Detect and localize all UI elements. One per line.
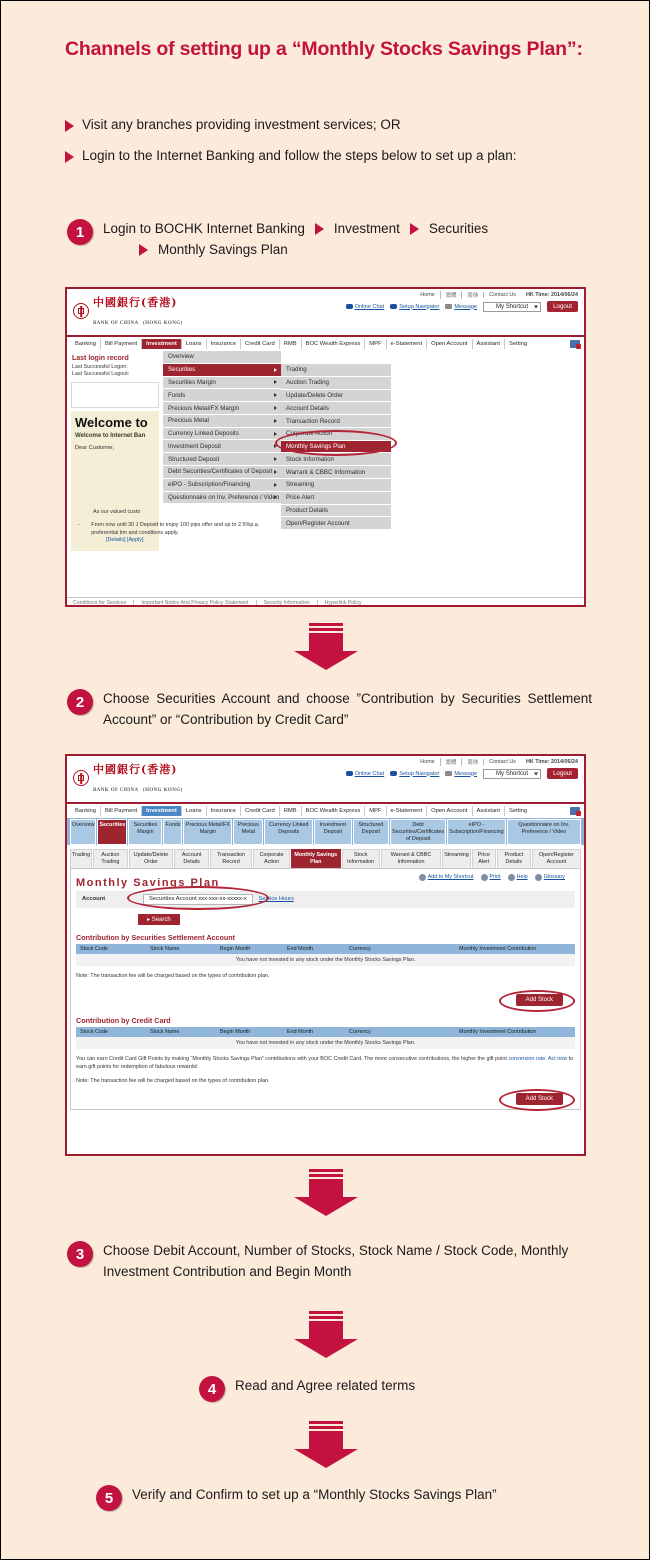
online-chat-link[interactable]: Online Chat [346,771,385,777]
navigator-icon [390,771,397,776]
step-5 [96,1485,576,1511]
submenu-item-update-delete-order[interactable]: Update/Delete Order [281,390,391,403]
credit-card-promo [76,1055,575,1071]
menu-item-funds[interactable]: Funds [163,389,281,402]
page-heading: Monthly Savings Plan [76,876,220,889]
nav-assistant[interactable]: Assistant [472,339,505,349]
menu-item-precious-metal[interactable]: Precious Metal [163,415,281,428]
subnav-investment-deposit[interactable]: Investment Deposit [314,819,351,845]
setup-navigator-link[interactable]: Setup Navigator [390,771,439,777]
nav-investment[interactable]: Investment [141,339,181,349]
nav-rmb[interactable]: RMB [279,806,301,816]
footer-link-important-notice[interactable]: Important Notice And Privacy Policy Statement [133,600,248,606]
subnav-overview[interactable]: Overview [70,819,96,845]
chevron-right-icon [274,393,277,397]
subnav-securities-margin[interactable]: Securities Margin [128,819,162,845]
subnav-currency-linked-deposits[interactable]: Currency Linked Deposits [264,819,313,845]
menu-item-structured-deposit[interactable]: Structured Deposit [163,453,281,466]
step-badge: 3 [67,1241,93,1267]
chat-icon [346,771,353,776]
triangle-bullet-icon [65,151,74,163]
down-arrow-4 [291,1421,361,1467]
tab-price-alert[interactable]: Price Alert [472,849,496,868]
col-currency: Currency [349,1028,371,1035]
chevron-right-icon [274,457,277,461]
page-title: Channels of setting up a “Monthly Stocks Savings Plan”: [65,38,583,60]
print-link[interactable]: Print [481,874,501,881]
menu-item-overview[interactable]: Overview [163,351,281,364]
flow-item-securities: Securities [428,221,489,236]
boc-logo [73,293,183,329]
shortcut-icon [419,874,426,881]
link-home[interactable]: Home [420,759,435,765]
table-empty-message-1: You have not invested in any stock under the Monthly Stocks Savings Plan. [76,954,575,966]
nav-open-account[interactable]: Open Account [426,806,471,816]
setup-navigator-link[interactable]: Setup Navigator [390,304,439,310]
my-shortcut-select[interactable]: My Shortcut [483,302,541,312]
welcome-para-1: As our valued custo [93,509,141,515]
subnav-securities[interactable]: Securities [97,819,127,845]
menu-item-investment-deposit[interactable]: Investment Deposit [163,440,281,453]
investment-menu-level1 [163,351,281,504]
tab-corporate-action[interactable]: Corporate Action [253,849,290,868]
step-badge: 2 [67,689,93,715]
add-stock-row-1 [76,994,575,1006]
menu-item-securities[interactable]: Securities [163,364,281,377]
add-stock-row-2 [76,1093,575,1105]
submenu-item-trading[interactable]: Trading [281,364,391,377]
account-label: Account [82,896,106,903]
nav-setting[interactable]: Setting [504,339,531,349]
chevron-right-icon [274,483,277,487]
envelope-icon [445,304,452,309]
screenshot-internet-banking-menu [65,287,586,607]
credit-card-promo-b: to earn gift points for redemption of fabulous rewards! [76,1055,574,1070]
section-title-credit-card: Contribution by Credit Card [76,1015,171,1025]
col-begin-month: Begin Month [220,945,251,952]
glossary-icon [535,874,542,881]
col-monthly-contribution: Monthly Investment Contribution [459,1028,537,1035]
step-1-flow [103,219,488,261]
nav-e-statement[interactable]: e-Statement [386,339,427,349]
details-link[interactable]: [Details] [106,536,126,543]
message-link[interactable]: Message [445,304,477,310]
flow-item-investment: Investment [333,221,400,236]
submenu-item-corporate-action[interactable]: Corporate Action [281,428,391,441]
credit-card-promo-mid: . [545,1055,548,1062]
chevron-right-icon [274,380,277,384]
welcome-body-text [75,509,290,544]
add-to-my-shortcut-link[interactable]: Add to My Shortcut [419,874,474,881]
search-button[interactable]: ▸ Search [138,914,180,925]
close-window-icon[interactable] [570,807,580,815]
section-title-securities-settlement: Contribution by Securities Settlement Account [76,932,236,942]
nav-insurance[interactable]: Insurance [206,806,240,816]
tab-product-details[interactable]: Product Details [497,849,531,868]
triangle-arrow-icon [315,223,324,235]
tab-open-register-account[interactable]: Open/Register Account [532,849,581,868]
chevron-right-icon [274,432,277,436]
nav-setting[interactable]: Setting [504,806,531,816]
link-simplified-chinese[interactable]: 简体 [461,291,478,299]
credit-card-promo-a: You can earn Credit Card Gift Points by making “Monthly Stocks Savings Plan” contributions with your BOC Credit Card. The more consecutive contributions, the higher the gift point [76,1055,509,1062]
help-icon [508,874,515,881]
chevron-right-icon [274,368,277,372]
nav-assistant[interactable]: Assistant [472,806,505,816]
footer-link-security[interactable]: Security Information [256,600,310,606]
col-begin-month: Begin Month [220,1028,251,1035]
note-2: Note: The transaction fee will be charged based on the types of contribution plan. [76,1078,270,1085]
tab-warrant-cbbc-information[interactable]: Warrant & CBBC Information [381,849,441,868]
chat-icon [346,304,353,309]
chevron-right-icon [274,444,277,448]
nav-credit-card[interactable]: Credit Card [240,806,279,816]
subnav-funds[interactable]: Funds [163,819,182,845]
submenu-item-open-register-account[interactable]: Open/Register Account [281,517,391,530]
tab-stock-information[interactable]: Stock Information [342,849,380,868]
tab-streaming[interactable]: Streaming [442,849,471,868]
tab-transaction-record[interactable]: Transaction Record [210,849,252,868]
step-3-text: Choose Debit Account, Number of Stocks, Stock Name / Stock Code, Monthly Investment Contribution and Begin Month [103,1243,569,1279]
chevron-right-icon [274,470,277,474]
last-login-title: Last login record [72,355,129,362]
col-end-month: End Month [287,945,314,952]
nav-loans[interactable]: Loans [181,339,206,349]
tab-trading[interactable]: Trading [70,849,92,868]
welcome-subheading: Welcome to Internet Ban [75,432,146,439]
col-stock-name: Stock Name [150,1028,180,1035]
top-links [346,291,578,312]
submenu-item-price-alert[interactable]: Price Alert [281,492,391,505]
add-stock-button[interactable]: Add Stock [516,994,563,1006]
tab-update-delete-order[interactable]: Update/Delete Order [129,849,174,868]
screenshot-monthly-savings-plan-page [65,754,586,1156]
nav-mpf[interactable]: MPF [364,806,385,816]
subnav-debt-securities[interactable]: Debt Securities/Certificates of Deposit [390,819,446,845]
bank-name-en: BANK OF CHINA [93,788,139,793]
hk-time: HK Time: 2014/06/24 [525,292,578,298]
submenu-item-streaming[interactable]: Streaming [281,479,391,492]
link-home[interactable]: Home [420,292,435,298]
chevron-right-icon [274,495,277,499]
step-badge: 1 [67,219,93,245]
menu-item-debt-securities[interactable]: Debt Securities/Certificates of Deposit [163,466,281,479]
nav-e-statement[interactable]: e-Statement [386,806,427,816]
subnav-eipo[interactable]: eIPO - Subscription/Financing [447,819,506,845]
online-chat-link[interactable]: Online Chat [346,304,385,310]
conversion-rate-link[interactable]: conversion rate [508,1055,546,1062]
act-now-link[interactable]: Act now [547,1055,568,1062]
menu-item-precious-metal-fx-margin[interactable]: Precious Metal/FX Margin [163,402,281,415]
top-links [346,758,578,779]
nav-banking[interactable]: Banking [75,341,96,347]
flow-item-login: Login to BOCHK Internet Banking [103,221,305,236]
bank-name-cn: 中國銀行(香港) [93,763,178,776]
footer-link-hyperlink-policy[interactable]: Hyperlink Policy [317,600,362,606]
flow-item-monthly-savings-plan: Monthly Savings Plan [158,241,288,257]
logout-button[interactable]: Logout [547,768,578,779]
submenu-item-transaction-record[interactable]: Transaction Record [281,415,391,428]
apply-link[interactable]: [Apply] [126,536,144,543]
envelope-icon [445,771,452,776]
subnav-precious-metal[interactable]: Precious Metal [233,819,263,845]
account-selector-bar [76,891,575,908]
main-nav [67,335,584,351]
boc-logo [73,760,183,796]
submenu-item-account-details[interactable]: Account Details [281,402,391,415]
table-header-row-2 [76,1027,575,1037]
service-hours-link[interactable]: Service Hours [258,896,294,903]
table-header-row-1 [76,944,575,954]
menu-item-questionnaire[interactable]: Questionnaire on Inv. Preference / Video [163,492,281,505]
my-shortcut-select[interactable]: My Shortcut [483,769,541,779]
step-4 [199,1376,529,1402]
bullet-item-1 [65,147,605,165]
triangle-bullet-icon [65,120,74,132]
welcome-heading: Welcome to [75,414,148,430]
investment-sub-nav [67,818,584,845]
bullet-text: Login to the Internet Banking and follow the steps below to set up a plan: [82,148,517,163]
help-link[interactable]: Help [508,874,528,881]
account-value[interactable]: Securities Account xxx-xxx-xx-xxxxx-x [143,894,253,905]
link-contact-us[interactable]: Contact Us [483,292,516,298]
down-arrow-1 [291,623,361,669]
tab-auction-trading[interactable]: Auction Trading [93,849,128,868]
menu-item-eipo[interactable]: eIPO - Subscription/Financing [163,479,281,492]
footer-link-conditions[interactable]: Conditions for Services [73,600,127,606]
bullet-item-0 [65,116,585,134]
nav-insurance[interactable]: Insurance [206,339,240,349]
submenu-item-warrant-cbbc[interactable]: Warrant & CBBC Information [281,466,391,479]
last-logon: Last Successful Logon: [72,364,128,370]
nav-boc-wealth-express[interactable]: BOC Wealth Express [301,339,365,349]
welcome-para-2-dash: - [78,522,80,529]
col-stock-code: Stock Code [80,945,108,952]
tab-monthly-savings-plan[interactable]: Monthly Savings Plan [291,849,341,868]
submenu-item-product-details[interactable]: Product Details [281,505,391,518]
nav-mpf[interactable]: MPF [364,339,385,349]
submenu-item-stock-information[interactable]: Stock Information [281,453,391,466]
step-2 [67,689,592,731]
footer-links [67,597,584,607]
nav-banking[interactable]: Banking [75,808,96,814]
link-traditional-chinese[interactable]: 繁體 [440,291,457,299]
step-3 [67,1241,592,1283]
chevron-right-icon [274,419,277,423]
nav-investment[interactable]: Investment [141,806,181,816]
nav-bill-payment[interactable]: Bill Payment [100,806,141,816]
boc-logo-icon [73,770,89,786]
subnav-precious-metal-fx-margin[interactable]: Precious Metal/FX Margin [183,819,232,845]
boc-logo-icon [73,303,89,319]
bank-name-cn: 中國銀行(香港) [93,296,178,309]
menu-item-currency-linked-deposits[interactable]: Currency Linked Deposits [163,428,281,441]
step-badge: 5 [96,1485,122,1511]
step-1 [67,219,592,261]
securities-tabs [67,848,584,868]
securities-menu-level2 [281,364,391,530]
add-stock-button[interactable]: Add Stock [516,1093,563,1105]
step-2-text: Choose Securities Account and choose ”Contribution by Securities Settlement Account” or “Contribution by Credit Card” [103,691,592,727]
tab-account-details[interactable]: Account Details [174,849,209,868]
link-contact-us[interactable]: Contact Us [483,759,516,765]
boc-header [67,289,584,331]
menu-item-securities-margin[interactable]: Securities Margin [163,377,281,390]
last-logout: Last Successful Logout: [72,371,130,378]
login-info-box [71,382,159,408]
welcome-dear: Dear Customer, [75,444,115,451]
table-empty-message-2: You have not invested in any stock under the Monthly Stocks Savings Plan. [76,1037,575,1049]
nav-boc-wealth-express[interactable]: BOC Wealth Express [301,806,365,816]
nav-loans[interactable]: Loans [181,806,206,816]
boc-header [67,756,584,798]
triangle-arrow-icon [139,244,148,256]
welcome-para-2: From now until 30 J Deposit to enjoy 100 pips offer and up to 2.5%p.a. preferential tim and conditions apply. [91,522,260,536]
submenu-item-monthly-savings-plan[interactable]: Monthly Savings Plan [281,441,391,454]
note-1: Note: The transaction fee will be charged based on the types of contribution plan. [76,972,270,979]
bank-name-en-sub: (HONG KONG) [143,788,183,793]
monthly-savings-plan-body [70,868,581,1110]
triangle-arrow-icon [410,223,419,235]
down-arrow-2 [291,1169,361,1215]
col-stock-code: Stock Code [80,1028,108,1035]
bank-name-en: BANK OF CHINA [93,321,139,326]
nav-bill-payment[interactable]: Bill Payment [100,339,141,349]
link-traditional-chinese[interactable]: 繁體 [440,758,457,766]
chevron-right-icon [274,406,277,410]
page-toolbar [419,874,565,881]
step-4-text: Read and Agree related terms [235,1378,416,1393]
col-monthly-contribution: Monthly Investment Contribution [459,945,537,952]
message-link[interactable]: Message [445,771,477,777]
subnav-questionnaire[interactable]: Questionnaire on Inv. Preference / Video [507,819,581,845]
hk-time: HK Time: 2014/06/24 [525,759,578,765]
step-badge: 4 [199,1376,225,1402]
nav-open-account[interactable]: Open Account [426,339,471,349]
close-window-icon[interactable] [570,340,580,348]
col-stock-name: Stock Name [150,945,180,952]
glossary-link[interactable]: Glossary [535,874,565,881]
bank-name-en-sub: (HONG KONG) [143,321,183,326]
nav-rmb[interactable]: RMB [279,339,301,349]
link-simplified-chinese[interactable]: 简体 [461,758,478,766]
col-currency: Currency [349,945,371,952]
nav-credit-card[interactable]: Credit Card [240,339,279,349]
navigator-icon [390,304,397,309]
bullet-text: Visit any branches providing investment services; OR [82,117,401,132]
logout-button[interactable]: Logout [547,301,578,312]
subnav-structured-deposit[interactable]: Structured Deposit [353,819,389,845]
submenu-item-auction-trading[interactable]: Auction Trading [281,377,391,390]
printer-icon [481,874,488,881]
col-end-month: End Month [287,1028,314,1035]
down-arrow-3 [291,1311,361,1357]
step-5-text: Verify and Confirm to set up a “Monthly Stocks Savings Plan” [132,1487,497,1502]
main-nav [67,802,584,818]
